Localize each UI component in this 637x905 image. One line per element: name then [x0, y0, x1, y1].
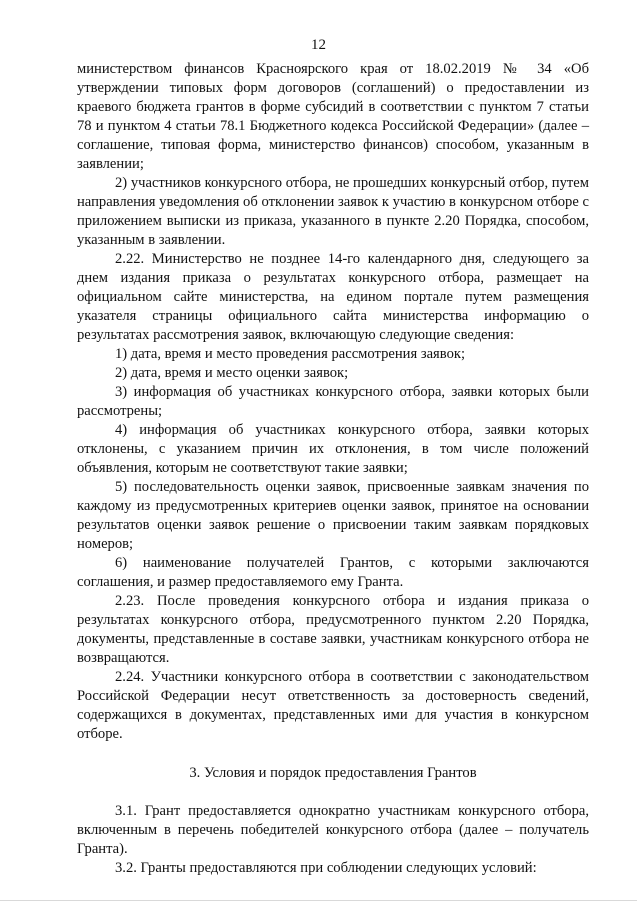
- document-body: [77, 60, 589, 878]
- paragraph-2-24: 2.24. Участники конкурсного отбора в соответствии с законодательством Российской Федерации несут ответственность за достоверность сведений, содержащихся в документах, представленных ими для участия в конкурсном отборе.: [77, 669, 589, 742]
- list-item-2: 2) дата, время и место оценки заявок;: [115, 365, 349, 381]
- section-heading: 3. Условия и порядок предоставления Грантов: [189, 765, 477, 781]
- paragraph-3-2: 3.2. Гранты предоставляются при соблюдении следующих условий:: [115, 860, 537, 876]
- list-item-4: 4) информация об участниках конкурсного отбора, заявки которых отклонены, с указанием причин их отклонения, в том числе положений объявления, которым не соответствуют такие заявки;: [77, 422, 589, 476]
- spacer: [77, 783, 589, 802]
- list-item-5: 5) последовательность оценки заявок, присвоенные заявкам значения по каждому из предусмотренных критериев оценки заявок, принятое на основании результатов оценки заявок решение о присвоении таким заявкам порядковых номеров;: [77, 479, 589, 552]
- paragraph-continuation: министерством финансов Красноярского края от 18.02.2019 № 34 «Об утверждении типовых форм договоров (соглашений) о предоставлении из краевого бюджета грантов в форме субсидий в соответствии с пунктом 7 статьи 78 и пунктом 4 статьи 78.1 Бюджетного кодекса Российской Федерации» (далее – соглашение, типовая форма, министерство финансов) способом, указанным в заявлении;: [77, 61, 589, 172]
- paragraph-2-23: 2.23. После проведения конкурсного отбора и издания приказа о результатах конкурсного отбора, предусмотренного пунктом 2.20 Порядка, документы, представленные в составе заявки, участникам конкурсного отбора не возвращаются.: [77, 593, 589, 666]
- spacer: [77, 744, 589, 764]
- list-item-6: 6) наименование получателей Грантов, с которыми заключаются соглашения, и размер предоставляемого ему Гранта.: [77, 555, 589, 590]
- page-number: 12: [311, 37, 326, 53]
- paragraph-3-1: 3.1. Грант предоставляется однократно участникам конкурсного отбора, включенным в перечень победителей конкурсного отбора (далее – получатель Гранта).: [77, 803, 589, 857]
- paragraph-2-22: 2.22. Министерство не позднее 14-го календарного дня, следующего за днем издания приказа о результатах конкурсного отбора, размещает на официальном сайте министерства, на едином портале путем размещения указателя страницы официального сайта министерства информацию о результатах рассмотрения заявок, включающую следующие сведения:: [77, 251, 589, 343]
- paragraph-item-2: 2) участников конкурсного отбора, не прошедших конкурсный отбор, путем направления уведомления об отклонении заявок к участию в конкурсном отборе с приложением выписки из приказа, указанного в пункте 2.20 Порядка, способом, указанным в заявлении.: [77, 175, 589, 248]
- scan-edge-line: [0, 900, 637, 901]
- list-item-3: 3) информация об участниках конкурсного отбора, заявки которых были рассмотрены;: [77, 384, 589, 419]
- list-item-1: 1) дата, время и место проведения рассмотрения заявок;: [115, 346, 466, 362]
